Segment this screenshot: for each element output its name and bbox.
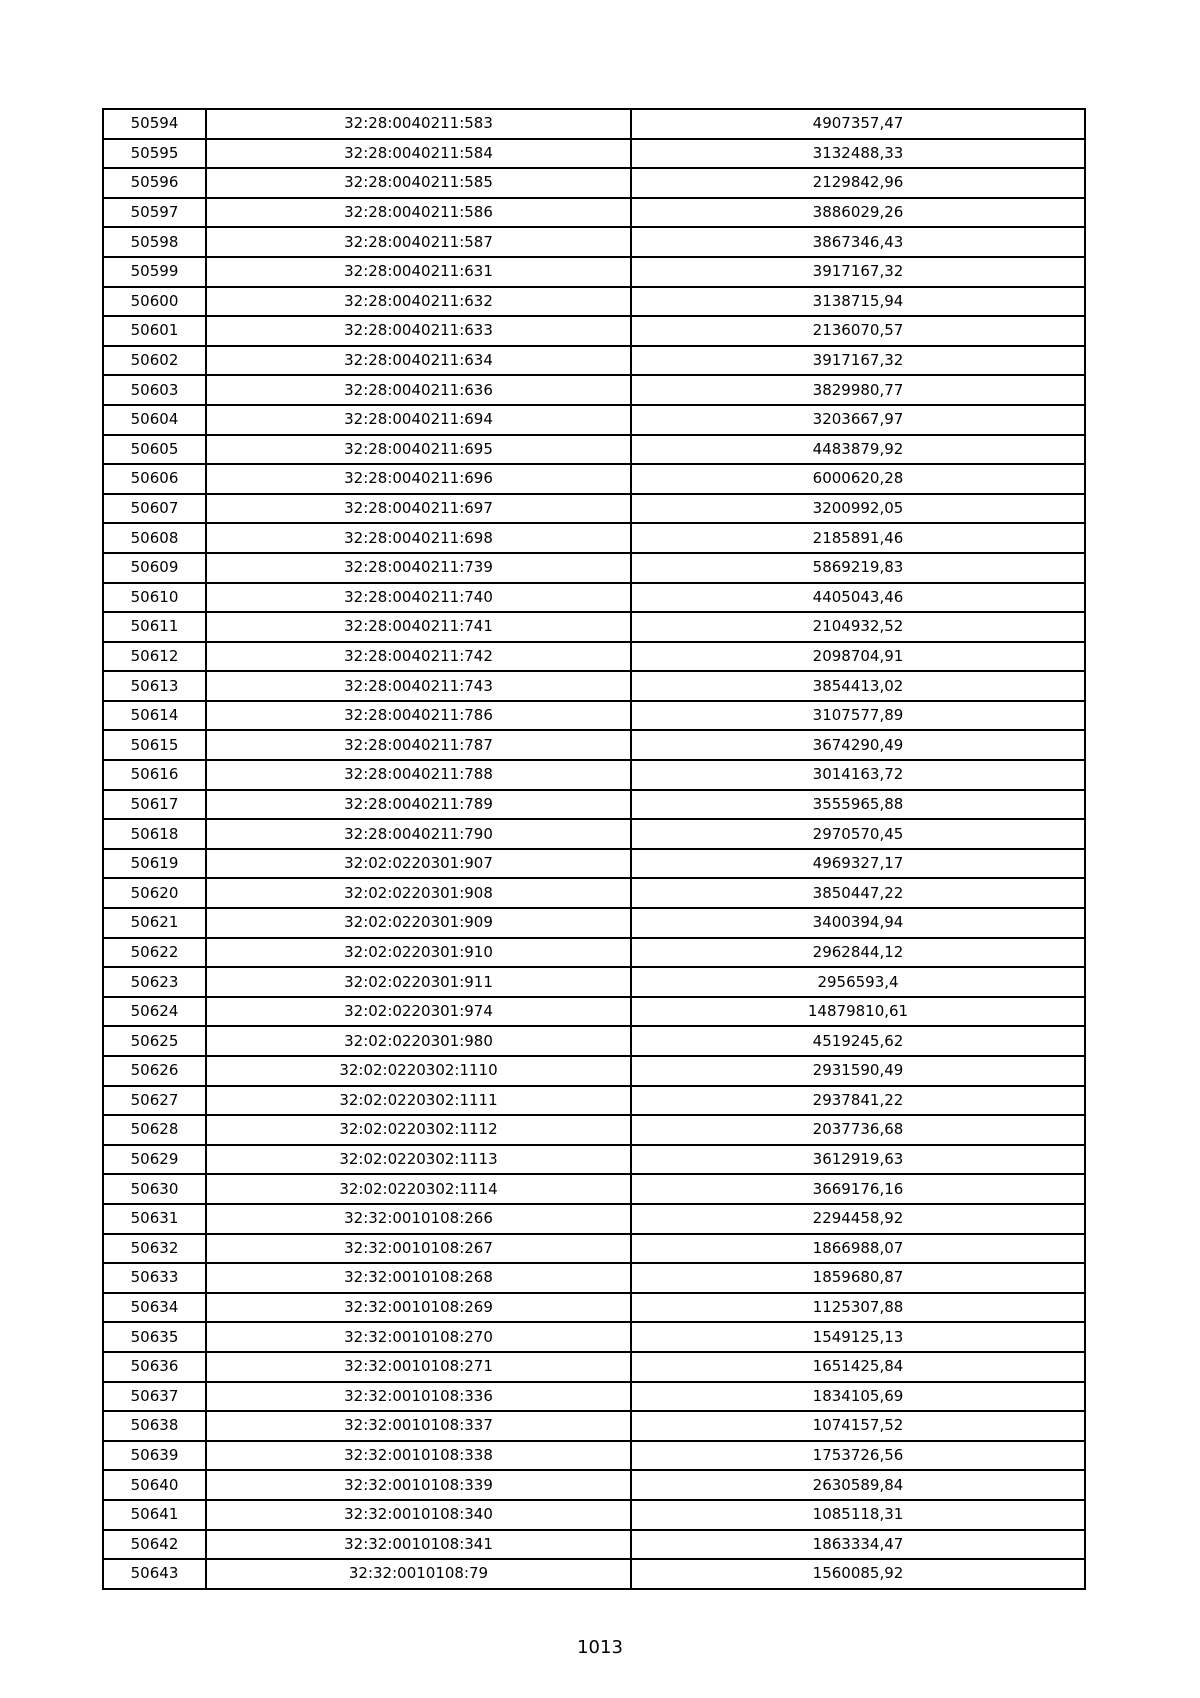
table-row [103, 198, 1085, 228]
table-row [103, 938, 1085, 968]
table-row [103, 1530, 1085, 1560]
page-number: 1013 [577, 1637, 623, 1658]
cadastral-number-cell: 32:28:0040211:631 [206, 257, 631, 287]
value-cell: 3829980,77 [631, 375, 1085, 405]
table-row [103, 1026, 1085, 1056]
table-row [103, 257, 1085, 287]
value-cell: 2104932,52 [631, 612, 1085, 642]
cadastral-number-cell: 32:32:0010108:337 [206, 1411, 631, 1441]
value-cell: 1859680,87 [631, 1263, 1085, 1293]
row-number-cell: 50643 [103, 1559, 206, 1589]
row-number-cell: 50617 [103, 790, 206, 820]
row-number-cell: 50640 [103, 1470, 206, 1500]
row-number-cell: 50623 [103, 967, 206, 997]
row-number-cell: 50618 [103, 819, 206, 849]
cadastral-number-cell: 32:32:0010108:271 [206, 1352, 631, 1382]
row-number-cell: 50599 [103, 257, 206, 287]
row-number-cell: 50597 [103, 198, 206, 228]
value-cell: 2037736,68 [631, 1115, 1085, 1145]
cadastral-number-cell: 32:32:0010108:79 [206, 1559, 631, 1589]
value-cell: 3200992,05 [631, 494, 1085, 524]
cadastral-number-cell: 32:32:0010108:268 [206, 1263, 631, 1293]
value-cell: 3854413,02 [631, 671, 1085, 701]
value-cell: 2136070,57 [631, 316, 1085, 346]
value-cell: 2098704,91 [631, 642, 1085, 672]
table-row [103, 1559, 1085, 1589]
table-row [103, 435, 1085, 465]
row-number-cell: 50609 [103, 553, 206, 583]
cadastral-number-cell: 32:02:0220302:1111 [206, 1086, 631, 1116]
value-cell: 1866988,07 [631, 1234, 1085, 1264]
row-number-cell: 50639 [103, 1441, 206, 1471]
value-cell: 5869219,83 [631, 553, 1085, 583]
cadastral-number-cell: 32:28:0040211:587 [206, 227, 631, 257]
cadastral-number-cell: 32:02:0220301:907 [206, 849, 631, 879]
cadastral-number-cell: 32:28:0040211:583 [206, 109, 631, 139]
table-row [103, 1263, 1085, 1293]
value-cell: 1753726,56 [631, 1441, 1085, 1471]
row-number-cell: 50605 [103, 435, 206, 465]
table-row [103, 583, 1085, 613]
table-row [103, 139, 1085, 169]
row-number-cell: 50632 [103, 1234, 206, 1264]
row-number-cell: 50606 [103, 464, 206, 494]
row-number-cell: 50630 [103, 1174, 206, 1204]
row-number-cell: 50595 [103, 139, 206, 169]
table-row [103, 967, 1085, 997]
row-number-cell: 50602 [103, 346, 206, 376]
value-cell: 1834105,69 [631, 1382, 1085, 1412]
cadastral-number-cell: 32:28:0040211:634 [206, 346, 631, 376]
value-cell: 3555965,88 [631, 790, 1085, 820]
table-row [103, 553, 1085, 583]
row-number-cell: 50601 [103, 316, 206, 346]
value-cell: 3203667,97 [631, 405, 1085, 435]
cadastral-number-cell: 32:28:0040211:696 [206, 464, 631, 494]
row-number-cell: 50604 [103, 405, 206, 435]
table-row [103, 375, 1085, 405]
table-row [103, 227, 1085, 257]
cadastral-number-cell: 32:32:0010108:341 [206, 1530, 631, 1560]
table-row [103, 849, 1085, 879]
table-row [103, 168, 1085, 198]
table-row [103, 1086, 1085, 1116]
value-cell: 4483879,92 [631, 435, 1085, 465]
value-cell: 3014163,72 [631, 760, 1085, 790]
row-number-cell: 50636 [103, 1352, 206, 1382]
value-cell: 6000620,28 [631, 464, 1085, 494]
value-cell: 3132488,33 [631, 139, 1085, 169]
cadastral-number-cell: 32:28:0040211:636 [206, 375, 631, 405]
value-cell: 3886029,26 [631, 198, 1085, 228]
table-row [103, 1145, 1085, 1175]
table-row [103, 819, 1085, 849]
cadastral-number-cell: 32:32:0010108:338 [206, 1441, 631, 1471]
row-number-cell: 50608 [103, 523, 206, 553]
value-cell: 2129842,96 [631, 168, 1085, 198]
cadastral-number-cell: 32:28:0040211:697 [206, 494, 631, 524]
row-number-cell: 50603 [103, 375, 206, 405]
row-number-cell: 50634 [103, 1293, 206, 1323]
cadastral-number-cell: 32:28:0040211:790 [206, 819, 631, 849]
table-row [103, 1322, 1085, 1352]
row-number-cell: 50598 [103, 227, 206, 257]
value-cell: 2294458,92 [631, 1204, 1085, 1234]
cadastral-number-cell: 32:28:0040211:739 [206, 553, 631, 583]
table-row [103, 346, 1085, 376]
value-cell: 1651425,84 [631, 1352, 1085, 1382]
value-cell: 1549125,13 [631, 1322, 1085, 1352]
row-number-cell: 50641 [103, 1500, 206, 1530]
table-row [103, 1234, 1085, 1264]
table-row [103, 405, 1085, 435]
row-number-cell: 50635 [103, 1322, 206, 1352]
row-number-cell: 50596 [103, 168, 206, 198]
value-cell: 3400394,94 [631, 908, 1085, 938]
table-row [103, 1382, 1085, 1412]
cadastral-number-cell: 32:28:0040211:787 [206, 730, 631, 760]
cadastral-number-cell: 32:02:0220301:910 [206, 938, 631, 968]
row-number-cell: 50626 [103, 1056, 206, 1086]
table-row [103, 1174, 1085, 1204]
row-number-cell: 50616 [103, 760, 206, 790]
table-row [103, 1441, 1085, 1471]
row-number-cell: 50638 [103, 1411, 206, 1441]
table-body [103, 109, 1085, 1589]
value-cell: 1125307,88 [631, 1293, 1085, 1323]
cadastral-number-cell: 32:28:0040211:633 [206, 316, 631, 346]
row-number-cell: 50611 [103, 612, 206, 642]
value-cell: 3917167,32 [631, 346, 1085, 376]
value-cell: 4969327,17 [631, 849, 1085, 879]
value-cell: 1560085,92 [631, 1559, 1085, 1589]
cadastral-number-cell: 32:28:0040211:786 [206, 701, 631, 731]
table-row [103, 523, 1085, 553]
value-cell: 3612919,63 [631, 1145, 1085, 1175]
table-row [103, 287, 1085, 317]
row-number-cell: 50612 [103, 642, 206, 672]
row-number-cell: 50610 [103, 583, 206, 613]
value-cell: 2630589,84 [631, 1470, 1085, 1500]
row-number-cell: 50631 [103, 1204, 206, 1234]
cadastral-number-cell: 32:02:0220301:908 [206, 878, 631, 908]
table-row [103, 701, 1085, 731]
table-row [103, 671, 1085, 701]
table-row [103, 878, 1085, 908]
table-row [103, 612, 1085, 642]
cadastral-number-cell: 32:02:0220301:974 [206, 997, 631, 1027]
table-row [103, 760, 1085, 790]
cadastral-number-cell: 32:28:0040211:585 [206, 168, 631, 198]
value-cell: 2956593,4 [631, 967, 1085, 997]
value-cell: 3669176,16 [631, 1174, 1085, 1204]
row-number-cell: 50620 [103, 878, 206, 908]
row-number-cell: 50621 [103, 908, 206, 938]
row-number-cell: 50607 [103, 494, 206, 524]
value-cell: 3917167,32 [631, 257, 1085, 287]
cadastral-number-cell: 32:02:0220301:911 [206, 967, 631, 997]
cadastral-number-cell: 32:28:0040211:788 [206, 760, 631, 790]
value-cell: 3850447,22 [631, 878, 1085, 908]
row-number-cell: 50629 [103, 1145, 206, 1175]
row-number-cell: 50614 [103, 701, 206, 731]
cadastral-number-cell: 32:28:0040211:695 [206, 435, 631, 465]
table-row [103, 908, 1085, 938]
cadastral-value-table [102, 108, 1086, 1590]
value-cell: 3107577,89 [631, 701, 1085, 731]
value-cell: 3138715,94 [631, 287, 1085, 317]
value-cell: 3867346,43 [631, 227, 1085, 257]
table-row [103, 464, 1085, 494]
value-cell: 1074157,52 [631, 1411, 1085, 1441]
row-number-cell: 50642 [103, 1530, 206, 1560]
table-row [103, 1500, 1085, 1530]
table-row [103, 1470, 1085, 1500]
cadastral-number-cell: 32:28:0040211:789 [206, 790, 631, 820]
cadastral-number-cell: 32:02:0220302:1113 [206, 1145, 631, 1175]
table-row [103, 1115, 1085, 1145]
row-number-cell: 50613 [103, 671, 206, 701]
cadastral-number-cell: 32:28:0040211:632 [206, 287, 631, 317]
cadastral-number-cell: 32:32:0010108:339 [206, 1470, 631, 1500]
row-number-cell: 50594 [103, 109, 206, 139]
cadastral-number-cell: 32:02:0220302:1110 [206, 1056, 631, 1086]
value-cell: 2937841,22 [631, 1086, 1085, 1116]
row-number-cell: 50625 [103, 1026, 206, 1056]
table-row [103, 1056, 1085, 1086]
cadastral-number-cell: 32:28:0040211:584 [206, 139, 631, 169]
row-number-cell: 50622 [103, 938, 206, 968]
table-row [103, 1293, 1085, 1323]
table-row [103, 642, 1085, 672]
row-number-cell: 50619 [103, 849, 206, 879]
row-number-cell: 50600 [103, 287, 206, 317]
table-row [103, 997, 1085, 1027]
value-cell: 2931590,49 [631, 1056, 1085, 1086]
cadastral-number-cell: 32:28:0040211:743 [206, 671, 631, 701]
table-row [103, 109, 1085, 139]
value-cell: 1085118,31 [631, 1500, 1085, 1530]
value-cell: 4405043,46 [631, 583, 1085, 613]
value-cell: 1863334,47 [631, 1530, 1085, 1560]
value-cell: 14879810,61 [631, 997, 1085, 1027]
table-row [103, 730, 1085, 760]
cadastral-number-cell: 32:32:0010108:269 [206, 1293, 631, 1323]
value-cell: 4519245,62 [631, 1026, 1085, 1056]
cadastral-number-cell: 32:02:0220301:909 [206, 908, 631, 938]
cadastral-number-cell: 32:32:0010108:267 [206, 1234, 631, 1264]
row-number-cell: 50637 [103, 1382, 206, 1412]
cadastral-number-cell: 32:28:0040211:742 [206, 642, 631, 672]
cadastral-number-cell: 32:32:0010108:340 [206, 1500, 631, 1530]
table-row [103, 790, 1085, 820]
cadastral-number-cell: 32:02:0220302:1112 [206, 1115, 631, 1145]
value-cell: 2970570,45 [631, 819, 1085, 849]
table-row [103, 1352, 1085, 1382]
value-cell: 3674290,49 [631, 730, 1085, 760]
cadastral-number-cell: 32:28:0040211:694 [206, 405, 631, 435]
table-row [103, 1411, 1085, 1441]
cadastral-number-cell: 32:02:0220302:1114 [206, 1174, 631, 1204]
cadastral-number-cell: 32:28:0040211:698 [206, 523, 631, 553]
row-number-cell: 50615 [103, 730, 206, 760]
row-number-cell: 50627 [103, 1086, 206, 1116]
value-cell: 4907357,47 [631, 109, 1085, 139]
table-row [103, 1204, 1085, 1234]
cadastral-number-cell: 32:32:0010108:266 [206, 1204, 631, 1234]
row-number-cell: 50624 [103, 997, 206, 1027]
cadastral-number-cell: 32:28:0040211:586 [206, 198, 631, 228]
value-cell: 2185891,46 [631, 523, 1085, 553]
cadastral-number-cell: 32:32:0010108:270 [206, 1322, 631, 1352]
row-number-cell: 50628 [103, 1115, 206, 1145]
cadastral-number-cell: 32:28:0040211:740 [206, 583, 631, 613]
cadastral-number-cell: 32:28:0040211:741 [206, 612, 631, 642]
table-row [103, 494, 1085, 524]
cadastral-number-cell: 32:02:0220301:980 [206, 1026, 631, 1056]
table-row [103, 316, 1085, 346]
value-cell: 2962844,12 [631, 938, 1085, 968]
cadastral-number-cell: 32:32:0010108:336 [206, 1382, 631, 1412]
row-number-cell: 50633 [103, 1263, 206, 1293]
